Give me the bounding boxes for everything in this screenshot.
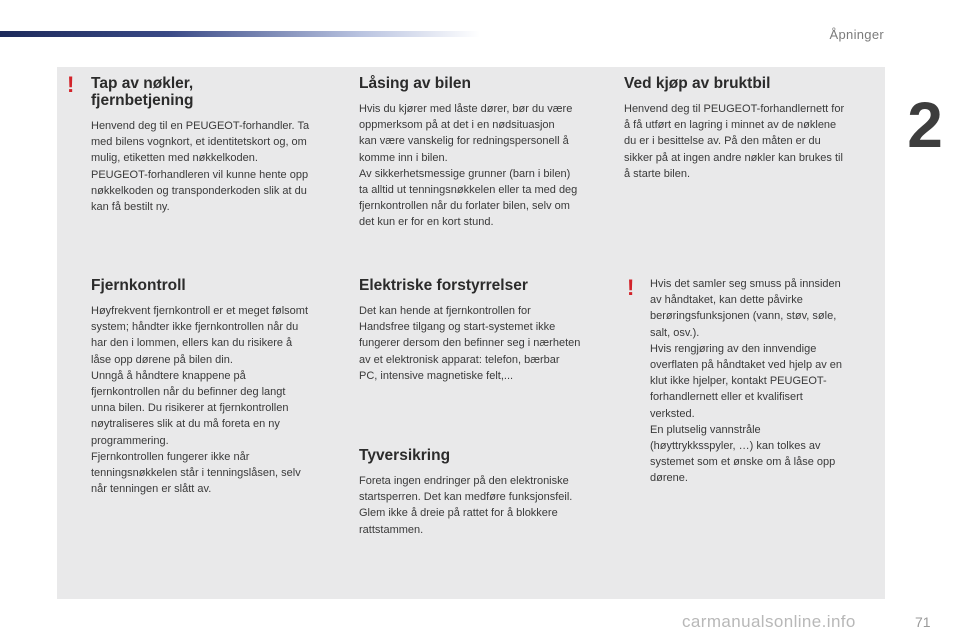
chapter-number: 2: [907, 89, 943, 161]
page-number: 71: [915, 614, 931, 630]
section-body: Høyfrekvent fjernkontroll er et meget følsomt system; håndter ikke fjernkontrollen når du har den i lommen, ellers kan du risikere å låse opp dørene på bilen din. Unngå å håndtere knappene på fjernkontrollen når du befinner deg langt unna bilen. Du risikerer at fjernkontrollen nøytraliseres slik at du må foreta en ny programmering. Fjernkontrollen fungerer ikke når tenningsnøkkelen står i tenningslåsen, selv når tenningen er slått av.: [91, 305, 309, 496]
section-body: Hvis du kjører med låste dører, bør du være oppmerksom på at det i en nødsituasjon kan være vanskelig for redningspersonell å komme inn i bilen. Av sikkerhetsmessige grunner (barn i bilen) ta alltid ut tenningsnøkkelen eller ta med deg fjernkontrollen når du forlater bilen, selv om det kun er for en kort stund.: [359, 103, 578, 229]
section-title: Låsing av bilen: [359, 75, 471, 92]
section-title: Elektriske forstyrrelser: [359, 277, 528, 294]
section-body: Henvend deg til PEUGEOT-forhandlernett for å få utført en lagring i minnet av de nøklene du er i besittelse av. På den måten er du sikker på at ingen andre nøkler kan brukes til å starte bilen.: [624, 103, 845, 180]
section-used-car: [624, 75, 879, 182]
section-lost-keys: [91, 75, 343, 215]
section-title: Fjernkontroll: [91, 277, 186, 294]
section-body: Hvis det samler seg smuss på innsiden av håndtaket, kan dette påvirke berøringsfunksjonen (vann, støv, søle, salt, osv.). Hvis rengjøring av den innvendige overflaten på håndtaket ved hjelp av en klut ikke hjelper, kontakt PEUGEOT- forhandlernett eller et kvalifisert verksted. En plutselig vannstråle (høyttrykksspyler, …) kan tolkes av systemet som et ønske om å låse opp dørene.: [650, 278, 843, 485]
section-title: Ved kjøp av bruktbil: [624, 75, 771, 92]
chapter-title: Åpninger: [829, 27, 884, 42]
section-antitheft: [359, 447, 614, 538]
warning-exclamation-icon: !: [627, 275, 635, 300]
section-title: Tap av nøkler, fjernbetjening: [91, 75, 194, 109]
section-dirt-warning: [650, 276, 875, 487]
section-remote: [91, 277, 346, 497]
section-body: Det kan hende at fjernkontrollen for Handsfree tilgang og start-systemet ikke fungerer dersom den befinner seg i nærheten av et elektronisk apparat: telefon, bærbar PC, intensive magnetiske felt,...: [359, 305, 581, 382]
header-bar: [0, 31, 480, 37]
section-interference: [359, 277, 614, 384]
section-locking: [359, 75, 611, 231]
section-title: Tyversikring: [359, 447, 451, 464]
section-body: Foreta ingen endringer på den elektroniske startsperren. Det kan medføre funksjonsfeil. Glem ikke å dreie på rattet for å blokkere rattstammen.: [359, 475, 573, 536]
watermark: carmanualsonline.info: [682, 612, 856, 631]
section-body: Henvend deg til en PEUGEOT-forhandler. Ta med bilens vognkort, et identitetskort og, om mulig, etiketten med nøkkelkoden. PEUGEOT-forhandleren vil kunne hente opp nøkkelkoden og transponderkoden slik at du kan få bestilt ny.: [91, 120, 310, 214]
warning-exclamation-icon: !: [67, 72, 75, 97]
